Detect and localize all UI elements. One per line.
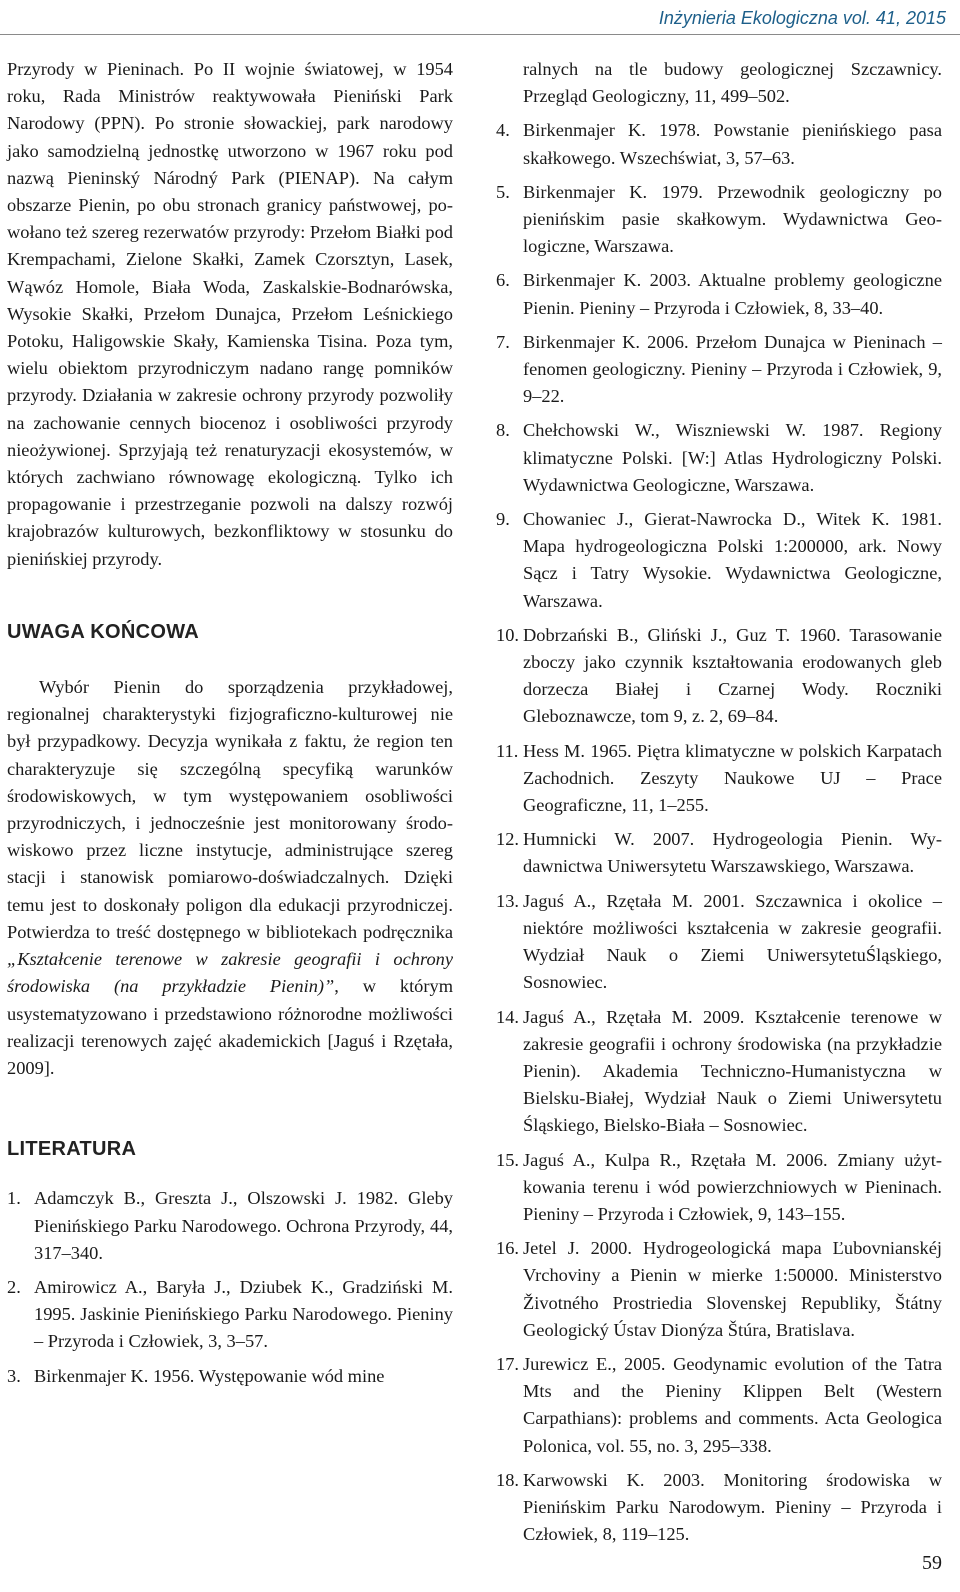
- reference-item: [496, 1004, 942, 1140]
- reference-text: Jurewicz E., 2005. Geodynamic evolution of the Tatra Mts and the Pieniny Klippen Belt (Western Carpathians): problems and comments. Acta Geologica Polonica, vol. 55, no. 3, 295–338.: [523, 1353, 942, 1456]
- book-title: „Kształcenie terenowe w zakresie geografii i ochrony środowiska (na przykładzie Pienin)”: [7, 949, 453, 997]
- reference-item: [496, 179, 942, 261]
- reference-item: [496, 622, 942, 731]
- reference-text: Birkenmajer K. 1956. Występowanie wód mine: [34, 1365, 385, 1386]
- reference-item: [496, 1467, 942, 1549]
- reference-item: [496, 267, 942, 321]
- reference-number: 16.: [496, 1238, 519, 1259]
- intro-paragraph: Przyrody w Pieninach. Po II wojnie światowej, w 1954 roku, Rada Ministrów reaktywowała Pieniński Park Narodowy (PPN). Po stronie słowackiej, park narodowy jako samodzielną jednostkę utworzono w 1967 roku pod nazwą Pieninský Národný Park (PIENAP). Na całym obszarze Pienin, po obu stronach granicy państwowej, powołano też szereg rezerwatów przyrody: Przełom Białki pod Krempachami, Zielone Skałki, Zamek Czorsztyn, Lasek, Wąwóz Homole, Biała Woda, Zaskalskie-Bodnarówska, Wysokie Skałki, Przełom Dunajca, Przełom Leśnickiego Potoku, Haligowskie Skały, Kamienska Tisina. Poza tym, wielu obiektom przyrodniczym nadano rangę pomników przyrody. Działania w zakresie ochrony przyrody pozwoliły na zachowanie cennych biocenoz i osobliwości przyrody nieożywionej. Sprzyjają też renaturyzacji ekosystemów, w których zachwiano równowagę ekologiczną. Tylko ich propagowanie i przestrzeganie pozwoli na dalszy rozwój krajobrazów kulturowych, bezkonfliktowy w stosunku do pienińskiej przyrody.: [7, 59, 453, 569]
- reference-text: Dobrzański B., Gliński J., Guz T. 1960. Tarasowanie zboczy jako czynnik kształtowania erodowanych gleb dorzecza Białej i Czarnej Wody. Roczniki Gleboznawcze, tom 9, z. 2, 69–84.: [523, 624, 942, 727]
- reference-number: 18.: [496, 1469, 519, 1490]
- reference-number: 6.: [496, 270, 510, 291]
- reference-item: [496, 1147, 942, 1229]
- reference-text: Birkenmajer K. 1979. Przewodnik geologiczny po pienińskim pasie skałkowym. Wydawnictwa Geologiczne, Warszawa.: [523, 181, 942, 257]
- reference-number: 5.: [496, 181, 510, 202]
- reference-text: Chowaniec J., Gierat-Nawrocka D., Witek K. 1981. Mapa hydrogeologiczna Polski 1:200000, ark. Nowy Sącz i Tatry Wysokie. Wydawnictwa Geologiczne, Warszawa.: [523, 509, 942, 611]
- reference-item: [496, 329, 942, 411]
- reference-item: [496, 1235, 942, 1344]
- reference-text: Jaguś A., Rzętała M. 2009. Kształcenie terenowe w zakresie geografii i ochrony środowiska (na przykładzie Pienin). Akademia Techniczno-Humanistyczna w Bielsku-Białej, Wydział Nauk o Ziemi Uniwersytetu Śląskiego, Bielsko-Biała – Sosnowiec.: [523, 1006, 942, 1136]
- reference-item: [496, 738, 942, 820]
- reference-text: Jaguś A., Kulpa R., Rzętała M. 2006. Zmiany użytkowania terenu i wód powierzchniowych w Pieninach. Pieniny – Przyroda i Człowiek, 9, 143–155.: [523, 1149, 942, 1224]
- reference-item: [496, 506, 942, 615]
- conclusion-text-1: Wybór Pienin do sporządzenia przykładowej, regionalnej charakterystyki fizjograficzno-kulturowej nie był przypadkowy. Decyzja wynikała z faktu, że region ten charakteryzuje się szczególną specyfiką warunków środowiskowych, w tym występowaniem osobliwości przyrodniczych, i jednocześnie jest monitorowany środowiskowo przez liczne instytucje, administrujące szereg stacji i stanowisk pomiarowo-doświadczalnych. Dzięki temu jest to doskonały poligon dla edukacji przyrodniczej. Potwierdza to treść dostępnego w bibliotekach podręcznika: [7, 677, 453, 942]
- reference-number: 9.: [496, 509, 510, 530]
- conclusion-heading: UWAGA KOŃCOWA: [7, 620, 200, 643]
- conclusion-text-2: , w którym usystematyzowano i przedstawiono różnorodne możliwości realizacji terenowych zajęć akademickich [Jaguś i Rzętała, 2009].: [7, 976, 453, 1078]
- reference-text: Birkenmajer K. 1978. Powstanie pienińskiego pasa skałkowego. Wszechświat, 3, 57–63.: [523, 120, 942, 168]
- reference-number: 4.: [496, 120, 510, 141]
- reference-text: Adamczyk B., Greszta J., Olszowski J. 1982. Gleby Pienińskiego Parku Narodowego. Ochrona Przyrody, 44, 317–340.: [34, 1188, 453, 1263]
- reference-text: Birkenmajer K. 2006. Przełom Dunajca w Pieninach – fenomen geologiczny. Pieniny – Przyroda i Człowiek, 9, 9–22.: [523, 331, 942, 407]
- page-number: 59: [922, 1552, 942, 1574]
- references-heading: LITERATURA: [7, 1138, 137, 1161]
- reference-text: Chełchowski W., Wiszniewski W. 1987. Regiony klimatyczne Polski. [W:] Atlas Hydrologiczny Polski. Wydawnictwa Geologiczne, Warszawa.: [523, 420, 942, 495]
- reference-number: 3.: [7, 1365, 21, 1386]
- reference-text: Birkenmajer K. 2003. Aktualne problemy geologiczne Pienin. Pieniny – Przyroda i Człowiek, 8, 33–40.: [523, 270, 942, 318]
- reference-text: Amirowicz A., Baryła J., Dziubek K., Gradziński M. 1995. Jaskinie Pienińskiego Parku Narodowego. Pieniny – Przyroda i Człowiek, 3, 3–57.: [34, 1276, 453, 1352]
- reference-number: 17.: [496, 1353, 519, 1374]
- reference-number: 14.: [496, 1006, 519, 1027]
- reference-continuation: ralnych na tle budowy geologicznej Szczawnicy. Przegląd Geologiczny, 11, 499–502.: [523, 59, 942, 107]
- reference-item: [496, 117, 942, 171]
- reference-number: 1.: [7, 1188, 21, 1209]
- reference-item: [7, 1185, 453, 1267]
- reference-item: [496, 417, 942, 499]
- reference-text: Jetel J. 2000. Hydrogeologická mapa Ľubovnianskéj Vrchoviny a Pienin w mierke 1:50000. Ministerstvo Životného Prostriedia Slovenskej Republiky, Štátny Geologický Ústav Dionýza Štúra, Bratislava.: [523, 1238, 942, 1340]
- reference-number: 8.: [496, 420, 510, 441]
- reference-number: 13.: [496, 890, 519, 911]
- reference-text: Hess M. 1965. Piętra klimatyczne w polskich Karpatach Zachodnich. Zeszyty Naukowe UJ – Prace Geograficzne, 11, 1–255.: [523, 740, 942, 816]
- reference-number: 7.: [496, 331, 510, 352]
- reference-text: Humnicki W. 2007. Hydrogeologia Pienin. Wydawnictwa Uniwersytetu Warszawskiego, Warszawa.: [523, 829, 942, 877]
- reference-number: 2.: [7, 1276, 21, 1297]
- header-rule: [0, 34, 960, 35]
- reference-item: [496, 888, 942, 997]
- reference-item: [7, 1274, 453, 1356]
- reference-item: [496, 826, 942, 880]
- reference-number: 12.: [496, 829, 519, 850]
- left-column: [7, 56, 453, 1397]
- reference-item: [496, 1351, 942, 1460]
- right-column: [496, 56, 942, 1555]
- reference-text: Karwowski K. 2003. Monitoring środowiska w Pienińskim Parku Narodowym. Pieniny – Przyroda i Człowiek, 8, 119–125.: [523, 1469, 942, 1545]
- reference-number: 15.: [496, 1149, 519, 1170]
- reference-number: 11.: [496, 740, 519, 761]
- reference-list-left: [7, 1185, 453, 1389]
- reference-item: [7, 1363, 453, 1390]
- conclusion-paragraph: [7, 674, 453, 1082]
- reference-text: Jaguś A., Rzętała M. 2001. Szczawnica i okolice – niektóre możliwości kształcenia w zakresie geografii. Wydział Nauk o Ziemi UniwersytetuŚląskiego, Sosnowiec.: [523, 890, 942, 993]
- reference-number: 10.: [496, 624, 519, 645]
- reference-list-right: [496, 117, 942, 1548]
- journal-header: Inżynieria Ekologiczna vol. 41, 2015: [658, 8, 946, 28]
